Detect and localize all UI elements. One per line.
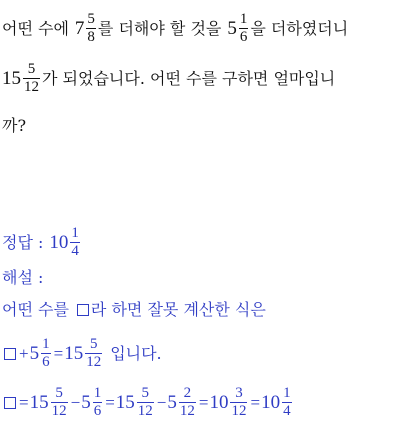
fraction	[230, 386, 247, 419]
fraction	[23, 62, 40, 95]
numerator: 3	[235, 385, 243, 401]
denominator: 12	[24, 79, 39, 95]
explanation-line-1	[2, 302, 266, 318]
explanation-label: 해설 :	[2, 268, 44, 287]
unknown-box	[4, 348, 16, 360]
fraction	[179, 386, 196, 419]
answer-label: 정답 :	[2, 232, 44, 252]
numerator: 5	[55, 385, 63, 401]
mixed-number-whole: 10	[261, 392, 281, 413]
denominator: 12	[179, 403, 195, 419]
numerator: 1	[239, 11, 248, 27]
plus-sign: +	[19, 344, 29, 363]
denominator: 6	[239, 29, 248, 45]
denominator: 12	[51, 403, 67, 419]
minus-sign: −	[156, 393, 167, 412]
equals-sign: =	[105, 393, 115, 412]
denominator: 6	[93, 403, 102, 419]
equals-sign: =	[53, 344, 64, 363]
mixed-number-whole: 15	[29, 392, 49, 413]
mixed-number-whole: 5	[81, 392, 91, 413]
problem-line-3	[2, 118, 26, 134]
answer-fraction	[70, 226, 80, 259]
problem-text: 을 더하였더니	[250, 18, 349, 38]
explanation-label-line	[2, 270, 43, 286]
answer-line	[2, 226, 82, 259]
fraction	[93, 386, 103, 419]
problem-line-1	[2, 12, 348, 45]
fraction	[41, 337, 51, 370]
denominator: 12	[137, 403, 153, 419]
problem-line-2	[2, 62, 335, 95]
problem-text: 어떤 수에	[2, 18, 69, 38]
mixed-number-whole: 5	[227, 18, 237, 39]
mixed-number-whole: 15	[64, 343, 84, 364]
numerator: 2	[183, 385, 192, 401]
numerator: 5	[141, 385, 150, 401]
denominator: 12	[86, 354, 102, 370]
numerator: 1	[93, 385, 102, 401]
unknown-box	[77, 304, 89, 316]
numerator: 1	[42, 336, 50, 352]
problem-text: 를 더해야 할 것을	[97, 18, 222, 38]
equals-sign: =	[250, 393, 261, 412]
answer-whole: 10	[49, 232, 69, 253]
denominator: 4	[283, 403, 291, 419]
mixed-number-whole: 15	[2, 68, 21, 89]
denominator: 8	[87, 29, 95, 45]
explanation-text: 라 하면 잘못 계산한 식은	[90, 300, 266, 319]
problem-text: 가 되었습니다. 어떤 수를 구하면 얼마입니	[42, 68, 336, 88]
problem-text: 까?	[2, 116, 27, 135]
denominator: 4	[71, 243, 79, 259]
numerator: 1	[71, 225, 79, 241]
equation-2	[2, 386, 294, 419]
fraction	[137, 386, 154, 419]
explanation-text: 입니다.	[110, 343, 162, 363]
equation-1	[2, 337, 162, 370]
equals-sign: =	[19, 393, 29, 412]
mixed-number-whole: 5	[29, 343, 40, 364]
fraction	[86, 12, 96, 45]
mixed-number-whole: 7	[74, 18, 85, 39]
fraction	[85, 337, 102, 370]
mixed-number-whole: 10	[209, 392, 229, 413]
minus-sign: −	[70, 393, 81, 412]
numerator: 5	[89, 336, 98, 352]
mixed-number-whole: 15	[115, 392, 135, 413]
fraction	[51, 386, 68, 419]
unknown-box	[4, 397, 16, 409]
explanation-text: 어떤 수를	[2, 300, 69, 319]
denominator: 6	[42, 354, 50, 370]
numerator: 5	[87, 11, 95, 27]
fraction	[239, 12, 249, 45]
fraction	[282, 386, 292, 419]
numerator: 5	[27, 61, 36, 77]
denominator: 12	[231, 403, 247, 419]
mixed-number-whole: 5	[167, 392, 177, 413]
equals-sign: =	[198, 393, 209, 412]
numerator: 1	[283, 385, 291, 401]
